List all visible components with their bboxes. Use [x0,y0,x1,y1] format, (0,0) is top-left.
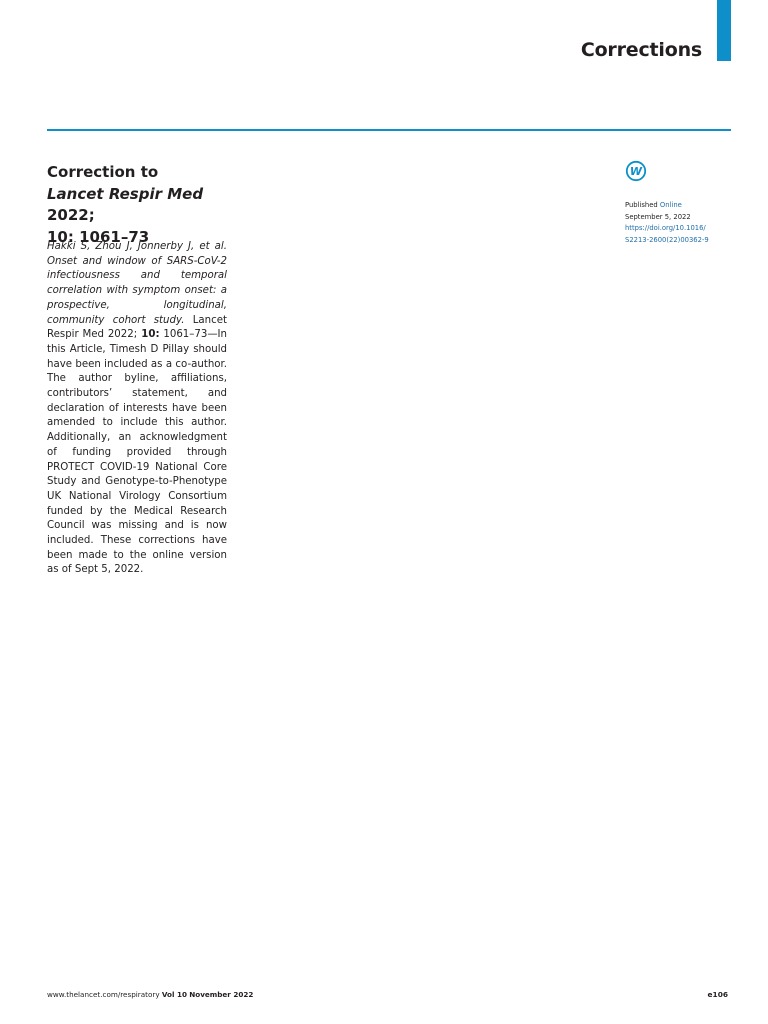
title-line-3: 10: 1061–73 [47,227,150,246]
title-line-1: Correction to [47,163,159,181]
online-link[interactable]: Online [659,201,682,209]
section-tab-marker [717,0,731,61]
doi-link-line-2[interactable]: S2213-2600(22)00362-9 [625,235,709,244]
title-line-2 [47,184,247,227]
citation-journal: Lancet Respir Med 2022; [47,314,227,341]
doi-link-line-1[interactable]: https://doi.org/10.1016/ [625,224,706,233]
section-title: Corrections [580,39,702,61]
citation-authors: Hakki S, Zhou J, Jonnerby J, et al. Onset and window of SARS-CoV-2 infectiousness and temporal correlation with symptom onset: a prospective, longitudinal, community cohort study. [47,241,227,326]
footer-volume: Vol 10 [161,990,187,999]
correction-text: 1061–73—In this Article, Timesh D Pillay should have been included as a co-author. The author byline, affiliations, contributors’ statement, and declaration of interests have been amended to include this author. Additionally, an acknowledgment of funding provided through PROTECT COVID-19 National Core Study and Genotype-to-Phenotype UK National Virology Consortium funded by the Medical Research Council was missing and is now included. These corrections have been made to the online version as of Sept 5, 2022. [47,329,227,576]
footer-url[interactable]: www.thelancet.com/respiratory [47,990,160,999]
footer-issue-date: November 2022 [189,990,254,999]
published-online-line [625,200,735,212]
title-year: 2022; [47,206,95,224]
online-first-logo-icon [625,160,647,182]
article-body [47,240,227,578]
publication-info [625,200,735,246]
title-journal: Lancet Respir Med [47,184,204,203]
page-number: e106 [707,990,728,999]
header-rule [47,129,731,131]
published-date: September 5, 2022 [625,212,691,221]
footer-citation [47,990,253,999]
citation-volume: 10: [137,329,160,341]
article-title [47,162,247,248]
svg-text:W: W [629,165,643,178]
published-label: Published [625,201,660,209]
